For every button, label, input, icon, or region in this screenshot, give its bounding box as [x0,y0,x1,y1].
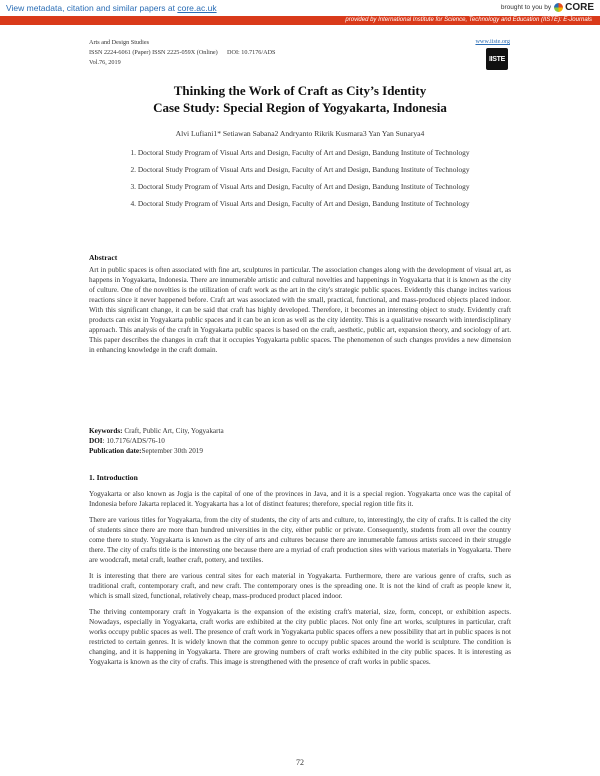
core-logo-text: CORE [565,2,594,13]
doi-value: : 10.7176/ADS/76-10 [102,437,165,445]
journal-issn: ISSN 2224-6061 (Paper) ISSN 2225-059X (Online) [89,49,218,56]
journal-volume: Vol.76, 2019 [89,59,121,66]
doi-line [89,436,511,446]
pubdate-line [89,446,511,456]
affiliation-2: 2. Doctoral Study Program of Visual Arts and Design, Faculty of Art and Design, Bandung Institute of Technology [130,165,470,174]
title-line-1: Thinking the Work of Craft as City’s Identity [173,83,427,98]
affiliation-1: 1. Doctoral Study Program of Visual Arts and Design, Faculty of Art and Design, Bandung Institute of Technology [130,148,470,157]
paper-metadata [89,426,511,456]
affiliation-4: 4. Doctoral Study Program of Visual Arts and Design, Faculty of Art and Design, Bandung Institute of Technology [130,199,470,208]
provider-text: provided by International Institute for Science, Technology and Education (IISTE): E-Journals [345,17,592,23]
introduction-body [89,489,511,673]
brought-by-text: brought to you by [500,4,552,11]
keywords-value: Craft, Public Art, City, Yogyakarta [122,427,224,435]
abstract-text: Art in public spaces is often associated with fine art, sculptures in particular. The association changes along with the development of visual art, as happens in Yogyakarta, Indonesia. There are innumerable artistic and cultural novelties and happenings in Yogyakarta that it is known as the city of culture. One of the novelties is the utilization of craft work as the art in the city's strategic public spaces. Evidently this change incites various reactions since it never happened before. Craft art was associated with the small, practical, functional, and mass-produced objects placed indoor. With this significant change, it can be said that craft has highly developed. Therefore, it becomes an interesting object to study. Evidently craft products can exist in Yogyakarta public spaces and it can be an icon as well as the city identity. This is a qualitative research with interdisciplinary approach. This analysis of the craft in Yogyakarta public spaces is based on the craft, aesthetic, public art, expansion theory, and sociology of art. This paper describes the changes in craft that it occupies Yogyakarta public spaces. The phenomenon of such changes provides a new dimension in enhancing knowledge in the craft domain. [89,266,511,354]
journal-name: Arts and Design Studies [89,39,149,46]
introduction-heading: 1. Introduction [89,473,138,482]
abstract-heading: Abstract [89,253,118,262]
paper-title [60,82,540,116]
affiliations [80,148,520,216]
doi-label: DOI [89,437,103,445]
keywords-label: Keywords: [89,427,123,435]
intro-paragraph-2: There are various titles for Yogyakarta, from the city of students, the city of arts and culture, to, interestingly, the city of crafts. It is called the city of students since there are more than hundred universities in the city, either public or private. Consequently, students from all over the country come there to study. Yogyakarta is known as the city of arts and cultures because there are innumerable famous artists succeed in their struggle there. The city of crafts title is the interesting one because there are a myriad of craft production sites with various materials in Yogyakarta. There are woodcraft, metal craft, leather craft, pottery, and textiles. [89,516,511,564]
journal-issn-line [89,48,276,58]
iiste-logo [486,48,508,70]
core-metadata-link[interactable] [6,3,217,13]
intro-paragraph-1: Yogyakarta or also known as Jogja is the capital of one of the provinces in Java, and it is a special region. Yogyakarta once was the capital of Indonesia before Jakarta replaced it. Yogyakarta has a lot of distinct features; therefore, special region title fits it. [89,490,511,508]
journal-header-right [468,38,510,70]
author-list: Alvi Lufiani1* Setiawan Sabana2 Andryanto Rikrik Kusmara3 Yan Yan Sunarya4 [175,129,425,138]
journal-url[interactable]: www.iiste.org [475,38,510,45]
intro-paragraph-3: It is interesting that there are various central sites for each material in Yogyakarta. Furthermore, there are various genre of crafts, such as traditional craft, contemporary craft, and new craft. The contemporary ones is the spreading one. It is not the kind of craft as people knew it, which is small sized, functional, relatively cheap, mass-produced product placed indoor. [89,572,511,600]
journal-doi: DOI: 10.7176/ADS [227,49,276,56]
pubdate-value: September 30th 2019 [141,447,203,455]
core-header-bar [0,0,600,16]
journal-header [89,38,276,68]
core-link-text: View metadata, citation and similar papers at [6,3,178,13]
core-logo[interactable] [554,2,594,13]
page-number: 72 [296,758,304,767]
keywords-line [89,426,511,436]
core-logo-icon [554,3,563,12]
core-link-url[interactable]: core.ac.uk [177,3,217,13]
pubdate-label: Publication date: [89,447,142,455]
iiste-logo-text: IISTE [488,55,505,63]
affiliation-3: 3. Doctoral Study Program of Visual Arts and Design, Faculty of Art and Design, Bandung Institute of Technology [130,182,470,191]
provider-bar [0,16,600,25]
core-brand[interactable] [501,2,594,13]
intro-paragraph-4: The thriving contemporary craft in Yogyakarta is the expansion of the existing craft's material, size, form, concept, or exhibition aspects. Nowadays, especially in Yogyakarta, craft works are exhibited at the city public places. Not only fine art works, sculptures in particular, craft works occupy public spaces as well. The presence of craft work in Yogyakarta public spaces offers a new possibility that art in public spaces is not restricted to certain genres. It is widely known that the common genre to occupy public spaces around the world is sculpture. The condition is changing, and it is happening in Yogyakarta. There are growing numbers of craft works exhibited in the city public spaces. It is interesting as Yogyakarta is known as the city of crafts. This image is strengthened with the presence of craft works in public spaces. [89,608,511,666]
title-line-2: Case Study: Special Region of Yogyakarta, Indonesia [153,100,447,115]
